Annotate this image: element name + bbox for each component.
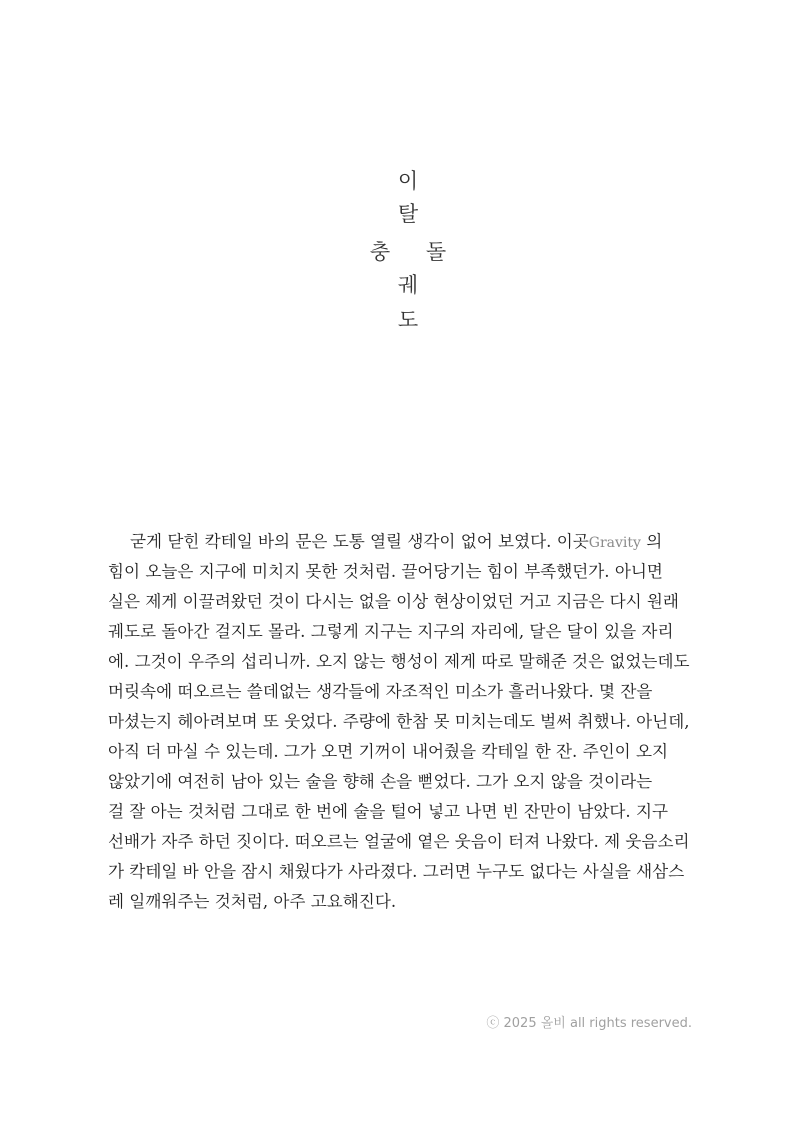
body-line: 힘이 오늘은 지구에 미치지 못한 것처럼. 끌어당기는 힘이 부족했던가. 아니면	[108, 562, 663, 581]
body-line: 선배가 자주 하던 짓이다. 떠오르는 얼굴에 옅은 웃음이 터져 나왔다. 제 웃음소리	[108, 832, 690, 851]
body-line-text: 굳게 닫힌 칵테일 바의 문은 도통 열릴 생각이 없어 보였다. 이곳	[130, 532, 589, 551]
body-line: 에. 그것이 우주의 섭리니까. 오지 않는 행성이 제게 따로 말해준 것은 없었는데도	[108, 652, 690, 671]
body-line: 머릿속에 떠오르는 쓸데없는 생각들에 자조적인 미소가 흘러나왔다. 몇 잔을	[108, 682, 653, 701]
title-cross	[0, 0, 800, 400]
title-char-lower: 궤	[397, 273, 419, 297]
title-char-right: 돌	[425, 240, 447, 264]
body-line: 레 일깨워주는 것처럼, 아주 고요해진다.	[108, 892, 397, 911]
body-line: 마셨는지 헤아려보며 또 웃었다. 주량에 한참 못 미치는데도 벌써 취했나. 아닌데,	[108, 712, 690, 731]
body-line: 아직 더 마실 수 있는데. 그가 오면 기꺼이 내어줬을 칵테일 한 잔. 주인이 오지	[108, 742, 669, 761]
title-char-upper: 탈	[397, 202, 419, 226]
body-line-text: 의	[646, 532, 663, 551]
title-char-bottom: 도	[397, 308, 419, 332]
body-line	[108, 527, 696, 557]
body-line: 가 칵테일 바 안을 잠시 채웠다가 사라졌다. 그러면 누구도 없다는 사실을 새삼스	[108, 862, 685, 881]
body-line: 걸 잘 아는 것처럼 그대로 한 번에 술을 털어 넣고 나면 빈 잔만이 남았다. 지구	[108, 802, 669, 821]
body-line: 궤도로 돌아간 걸지도 몰라. 그렇게 지구는 지구의 자리에, 달은 달이 있을 자리	[108, 622, 674, 641]
body-line: 않았기에 여전히 남아 있는 술을 향해 손을 뻗었다. 그가 오지 않을 것이라는	[108, 772, 653, 791]
copyright-notice: ⓒ 2025 올비 all rights reserved.	[486, 1016, 692, 1031]
gravity-word: Gravity	[588, 535, 641, 551]
body-line: 실은 제게 이끌려왔던 것이 다시는 없을 이상 현상이었던 거고 지금은 다시 원래	[108, 592, 679, 611]
title-char-left: 충	[369, 240, 391, 264]
title-char-top: 이	[397, 169, 419, 193]
body-paragraph	[108, 527, 696, 917]
